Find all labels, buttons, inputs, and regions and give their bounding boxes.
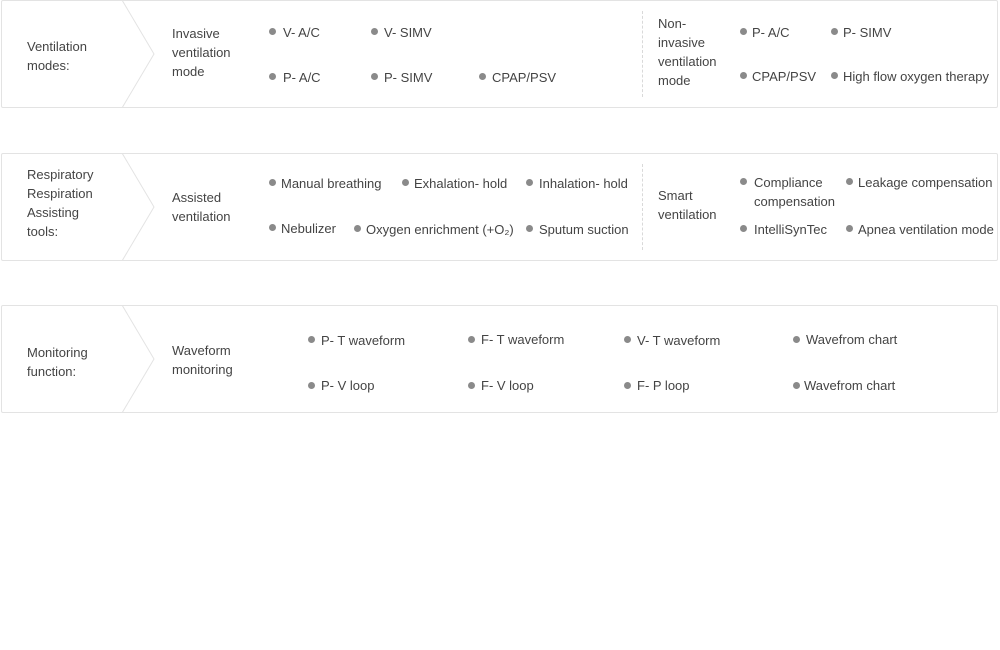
chevron-separator bbox=[122, 305, 156, 413]
dashed-divider bbox=[642, 164, 643, 250]
bullet-icon bbox=[269, 179, 276, 186]
bullet-icon bbox=[793, 336, 800, 343]
bullet-icon bbox=[354, 225, 361, 232]
list-item: Exhalation- hold bbox=[414, 176, 508, 191]
list-item: Wavefrom chart bbox=[804, 378, 896, 393]
bullet-icon bbox=[402, 179, 409, 186]
list-item: High flow oxygen therapy bbox=[843, 69, 989, 84]
bullet-icon bbox=[269, 224, 276, 231]
bullet-icon bbox=[740, 225, 747, 232]
list-item: V- A/C bbox=[283, 25, 320, 40]
bullet-icon bbox=[468, 382, 475, 389]
bullet-icon bbox=[793, 382, 800, 389]
list-item: Compliance compensation bbox=[754, 175, 835, 209]
list-item: P- A/C bbox=[752, 25, 790, 40]
bullet-icon bbox=[740, 72, 747, 79]
list-item: Wavefrom chart bbox=[806, 332, 898, 347]
monitoring-function-card bbox=[1, 305, 998, 413]
bullet-icon bbox=[308, 336, 315, 343]
list-item: F- P loop bbox=[637, 378, 690, 393]
chevron-separator bbox=[122, 153, 156, 261]
bullet-icon bbox=[831, 72, 838, 79]
bullet-icon bbox=[526, 225, 533, 232]
list-item: Nebulizer bbox=[281, 221, 336, 236]
list-item: V- T waveform bbox=[637, 333, 721, 348]
invasive-mode-label: Invasive ventilation mode bbox=[172, 26, 231, 79]
ventilation-modes-card bbox=[1, 0, 998, 108]
bullet-icon bbox=[624, 336, 631, 343]
bullet-icon bbox=[624, 382, 631, 389]
bullet-icon bbox=[468, 336, 475, 343]
bullet-icon bbox=[371, 28, 378, 35]
list-item: V- SIMV bbox=[384, 25, 432, 40]
bullet-icon bbox=[846, 178, 853, 185]
list-item: P- SIMV bbox=[843, 25, 892, 40]
list-item: Sputum suction bbox=[539, 222, 629, 237]
bullet-icon bbox=[269, 73, 276, 80]
bullet-icon bbox=[740, 28, 747, 35]
waveform-monitoring-label: Waveform monitoring bbox=[172, 343, 233, 377]
bullet-icon bbox=[526, 179, 533, 186]
list-item: CPAP/PSV bbox=[492, 70, 557, 85]
bullet-icon bbox=[269, 28, 276, 35]
list-item: CPAP/PSV bbox=[752, 69, 817, 84]
list-item: F- T waveform bbox=[481, 332, 565, 347]
bullet-icon bbox=[831, 28, 838, 35]
category-label: Respiratory Respiration Assisting tools: bbox=[27, 167, 94, 239]
list-item: P- A/C bbox=[283, 70, 321, 85]
list-item: F- V loop bbox=[481, 378, 534, 393]
category-label: Ventilation modes: bbox=[27, 39, 87, 73]
list-item: P- T waveform bbox=[321, 333, 406, 348]
bullet-icon bbox=[740, 178, 747, 185]
noninvasive-mode-label: Non- invasive ventilation mode bbox=[658, 16, 717, 88]
smart-ventilation-label: Smart ventilation bbox=[658, 188, 717, 222]
dashed-divider bbox=[642, 11, 643, 97]
assisted-ventilation-label: Assisted ventilation bbox=[172, 190, 231, 224]
list-item: Apnea ventilation mode bbox=[858, 222, 994, 237]
list-item: IntelliSynTec bbox=[754, 222, 827, 237]
list-item: Oxygen enrichment (+O₂) bbox=[366, 222, 514, 237]
chevron-separator bbox=[122, 0, 156, 108]
list-item: P- SIMV bbox=[384, 70, 433, 85]
list-item: Leakage compensation bbox=[858, 175, 993, 190]
category-label: Monitoring function: bbox=[27, 345, 88, 379]
list-item: Manual breathing bbox=[281, 176, 382, 191]
bullet-icon bbox=[308, 382, 315, 389]
bullet-icon bbox=[846, 225, 853, 232]
bullet-icon bbox=[479, 73, 486, 80]
list-item: Inhalation- hold bbox=[539, 176, 628, 191]
bullet-icon bbox=[371, 73, 378, 80]
list-item: P- V loop bbox=[321, 378, 375, 393]
respiratory-tools-card bbox=[1, 153, 998, 261]
